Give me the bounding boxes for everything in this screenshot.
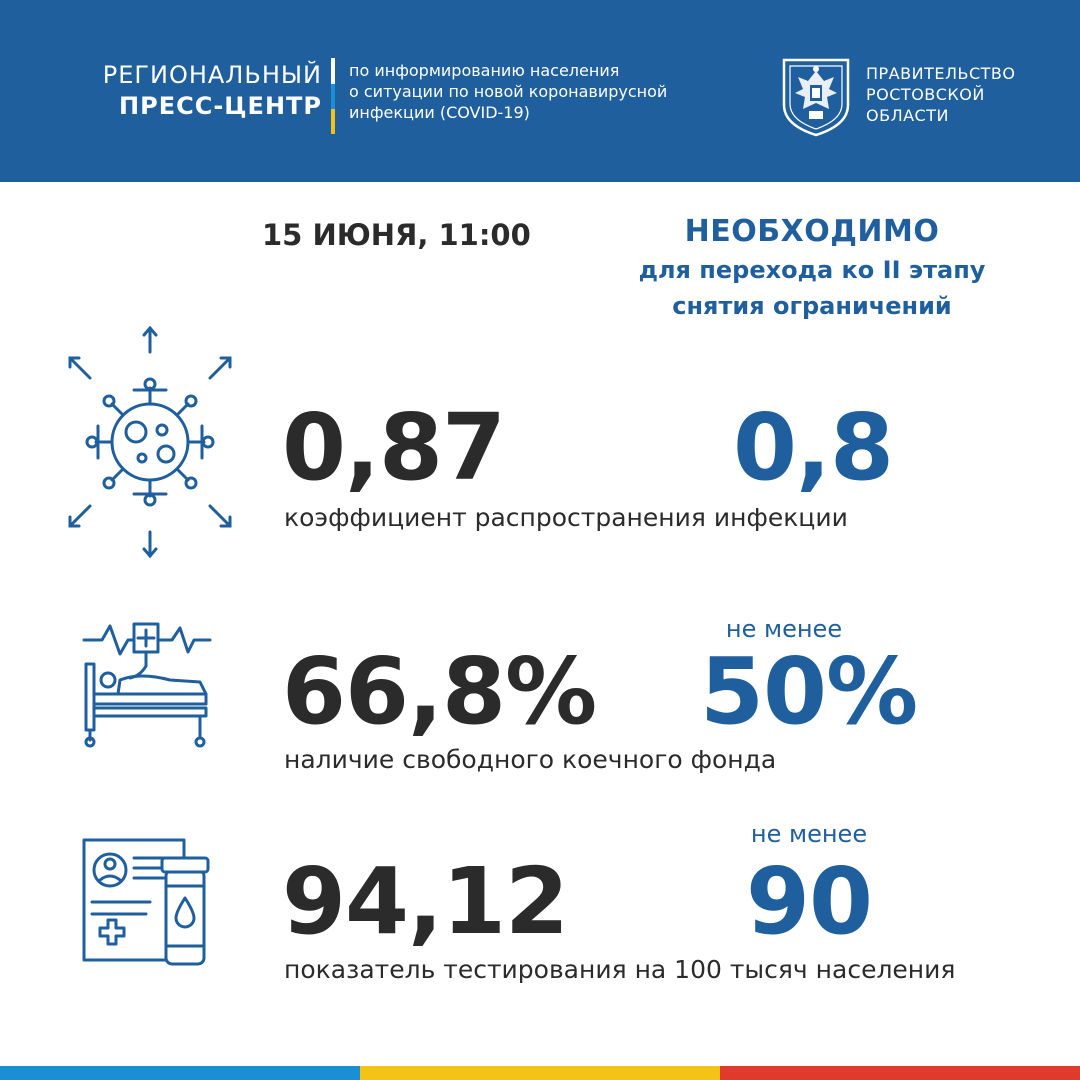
testing-rate-value: 94,12 [282, 848, 569, 955]
gov-line: РОСТОВСКОЙ [866, 85, 985, 104]
header-subtitle [349, 60, 739, 123]
requirement-subtitle-1: для перехода ко II этапу [638, 256, 986, 284]
subtitle-line: по информированию населения [349, 61, 620, 80]
brand-line-1: РЕГИОНАЛЬНЫЙ [102, 61, 322, 89]
bed-target-prefix: не менее [725, 615, 843, 643]
bar-segment-red [720, 1066, 1080, 1080]
subtitle-line: инфекции (COVID-19) [349, 103, 530, 122]
tricolor-divider [331, 58, 335, 134]
bed-capacity-value: 66,8% [282, 638, 597, 745]
bed-capacity-target: 50% [700, 638, 918, 745]
bar-segment-blue [0, 1066, 360, 1080]
infection-rate-value: 0,87 [282, 394, 505, 501]
requirement-subtitle-2: снятия ограничений [672, 292, 952, 320]
infection-rate-label: коэффициент распространения инфекции [284, 503, 848, 532]
bottom-color-bar [0, 1066, 1080, 1080]
virus-icon [58, 322, 242, 562]
requirement-title: НЕОБХОДИМО [684, 214, 940, 249]
test-target-prefix: не менее [750, 820, 868, 848]
government-name [866, 63, 1015, 126]
medical-test-icon [80, 836, 212, 968]
infection-rate-target: 0,8 [733, 394, 893, 501]
testing-rate-label: показатель тестирования на 100 тысяч населения [284, 955, 956, 984]
hospital-bed-icon [80, 618, 214, 750]
brand-title [103, 60, 322, 122]
header-banner [0, 0, 1080, 182]
testing-rate-target: 90 [745, 848, 873, 955]
coat-of-arms-icon [781, 57, 851, 137]
requirement-heading [612, 212, 1012, 324]
bed-capacity-label: наличие свободного коечного фонда [284, 745, 777, 774]
subtitle-line: о ситуации по новой коронавирусной [349, 82, 668, 101]
bar-segment-yellow [360, 1066, 720, 1080]
gov-line: ОБЛАСТИ [866, 106, 949, 125]
gov-line: ПРАВИТЕЛЬСТВО [866, 64, 1016, 83]
brand-line-2: ПРЕСС-ЦЕНТР [119, 92, 322, 120]
report-date: 15 ИЮНЯ, 11:00 [262, 218, 531, 252]
